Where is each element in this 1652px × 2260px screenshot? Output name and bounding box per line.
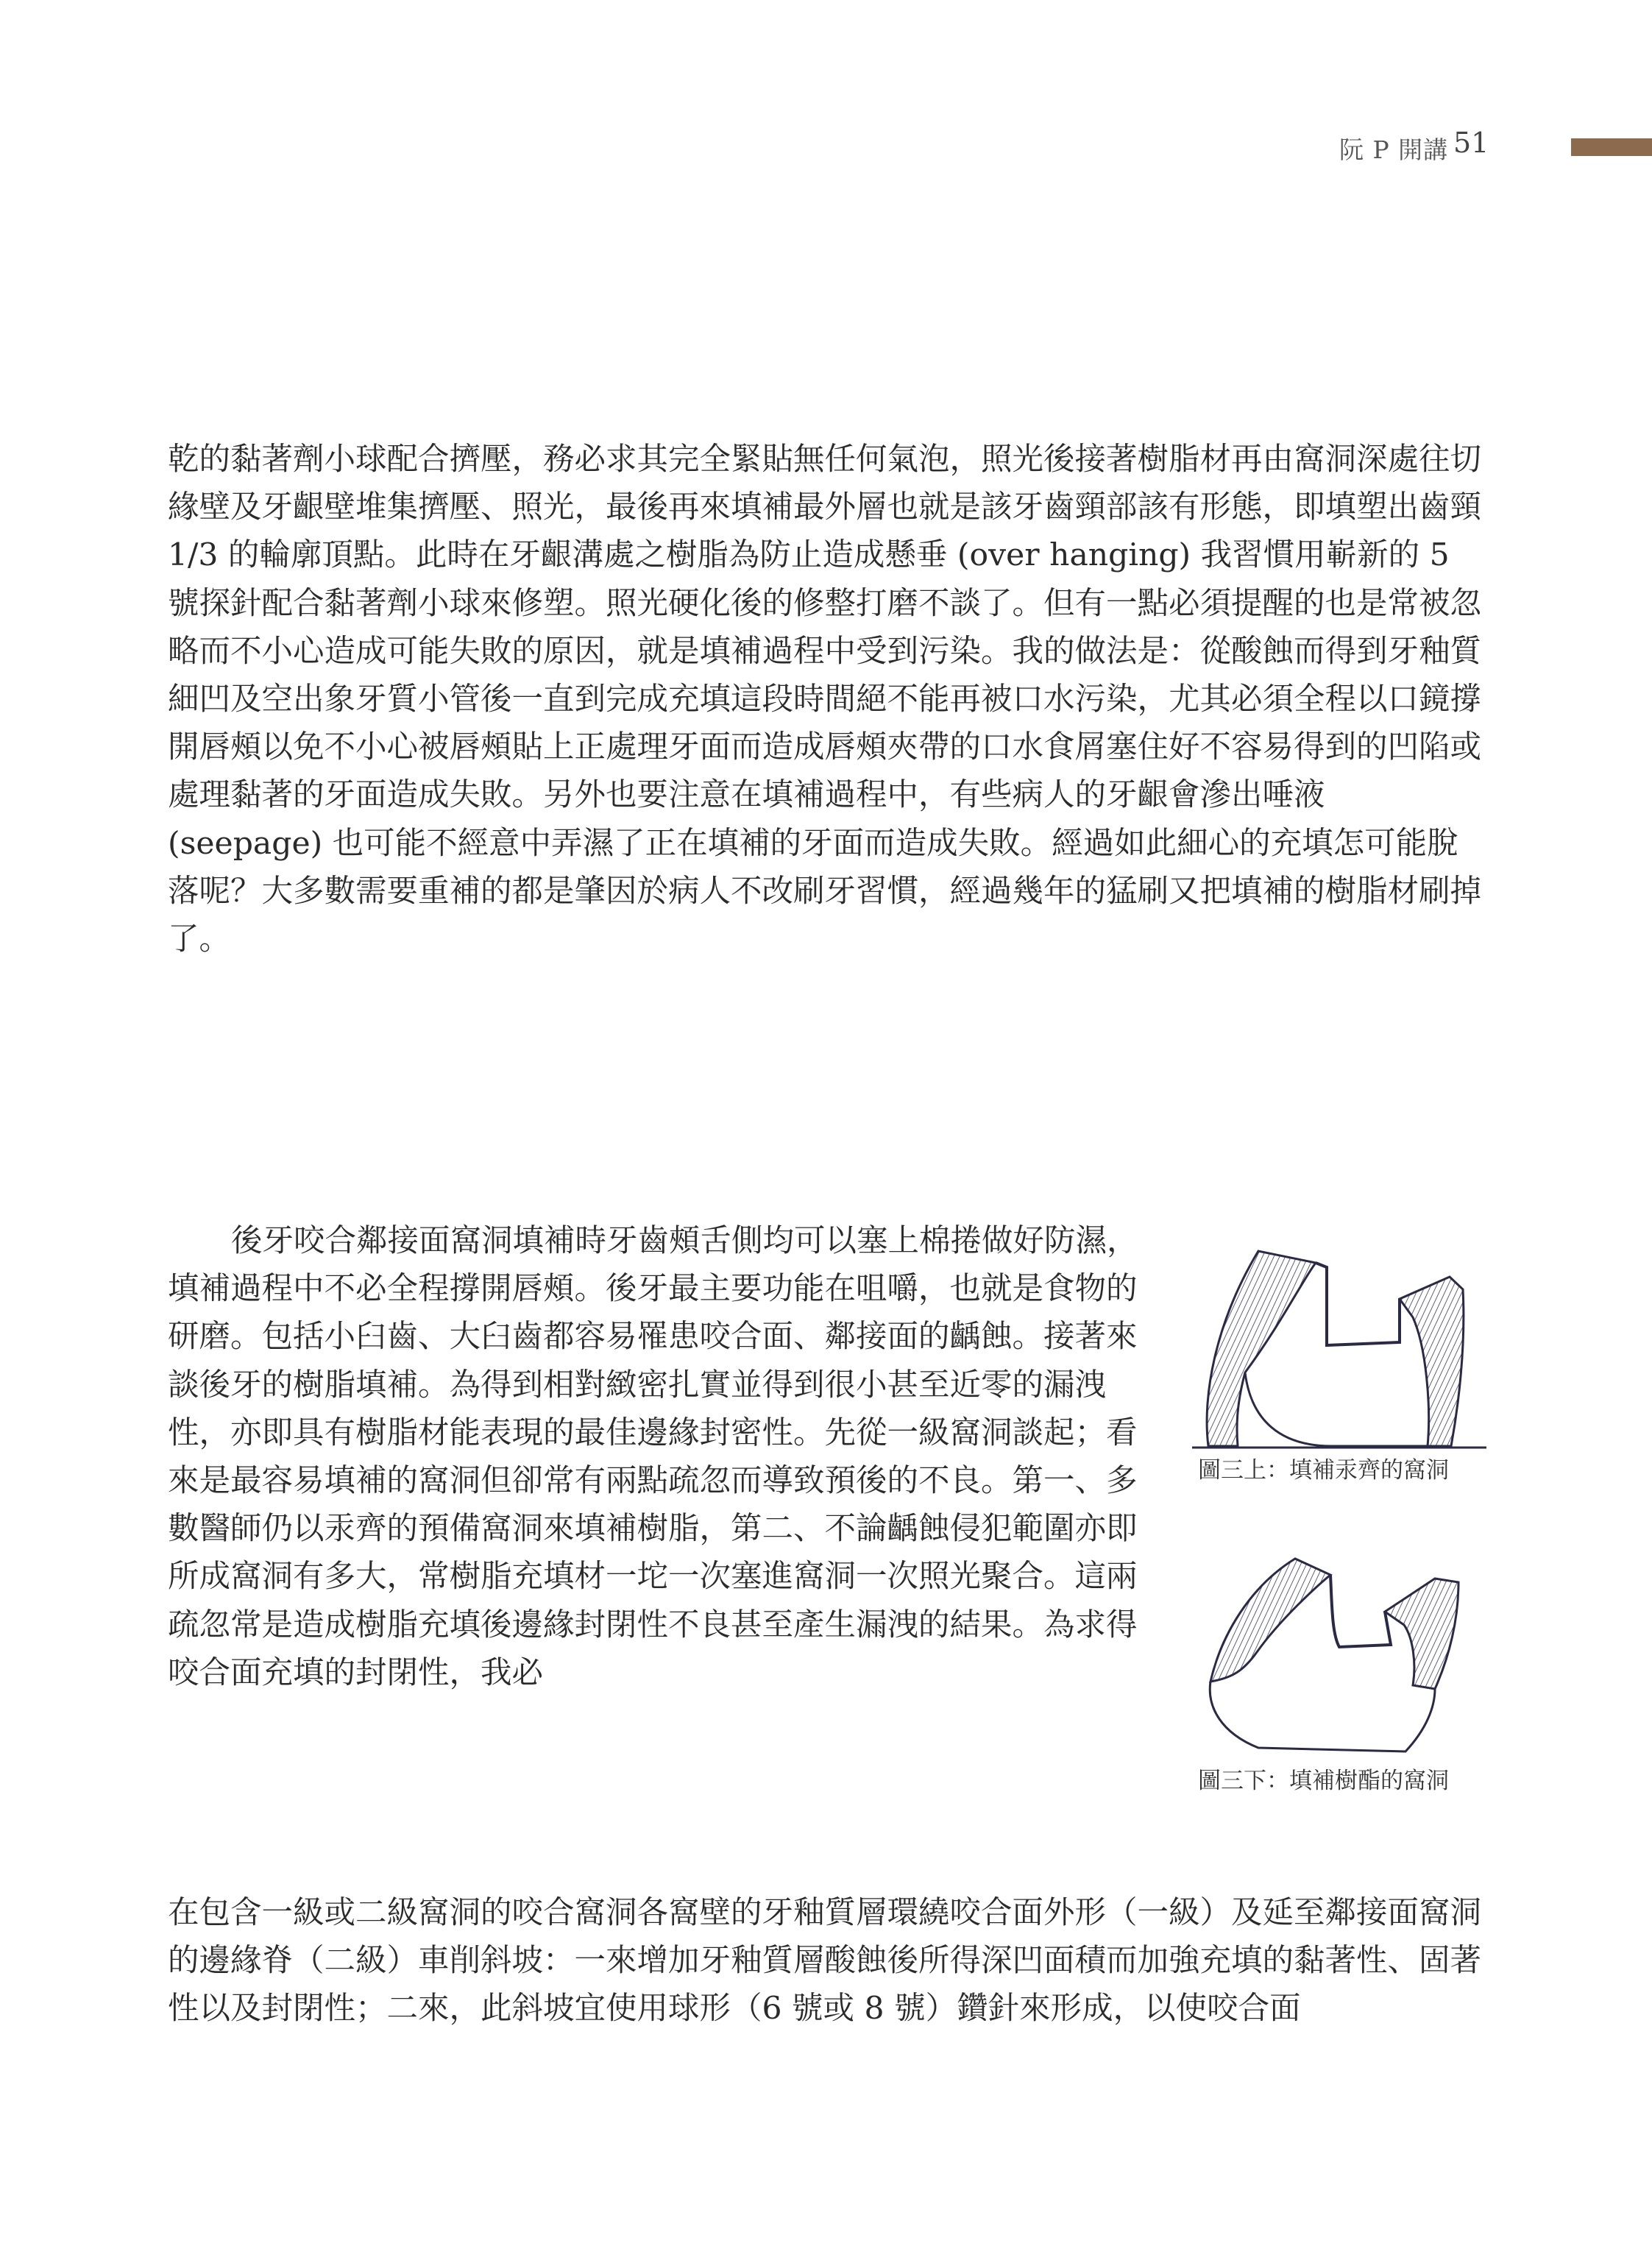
resin-cavity-drawing — [1192, 1553, 1486, 1759]
amalgam-cavity-drawing — [1192, 1236, 1486, 1457]
figure-bottom-caption: 圖三下：填補樹酯的窩洞 — [1198, 1768, 1449, 1794]
figure-top-caption: 圖三上：填補汞齊的窩洞 — [1198, 1457, 1449, 1484]
page-number: 51 — [1453, 127, 1489, 159]
header-accent-bar — [1571, 138, 1652, 156]
body-paragraph-1: 乾的黏著劑小球配合擠壓，務必求其完全緊貼無任何氣泡，照光後接著樹脂材再由窩洞深處往切緣壁及牙齦壁堆集擠壓、照光，最後再來填補最外層也就是該牙齒頸部該有形態，即填塑出齒頸 1/3 的輪廓頂點。此時在牙齦溝處之樹脂為防止造成懸垂 (over hanging) 我習慣用嶄新的 5 號探針配合黏著劑小球來修塑。照光硬化後的修整打磨不談了。但有一點必須提醒的也是常被忽略而不小心造成可能失敗的原因，就是填補過程中受到污染。我的做法是：從酸蝕而得到牙釉質細凹及空出象牙質小管後一直到完成充填這段時間絕不能再被口水污染，尤其必須全程以口鏡撐開唇頰以免不小心被唇頰貼上正處理牙面而造成唇頰夾帶的口水食屑塞住好不容易得到的凹陷或處理黏著的牙面造成失敗。另外也要注意在填補過程中，有些病人的牙齦會滲出唾液 (seepage) 也可能不經意中弄濕了正在填補的牙面而造成失敗。經過如此細心的充填怎可能脫落呢？大多數需要重補的都是肇因於病人不改刷牙習慣，經過幾年的猛刷又把填補的樹脂材刷掉了。 — [168, 442, 1482, 958]
body-paragraph-2-wrapped: 後牙咬合鄰接面窩洞填補時牙齒頰舌側均可以塞上棉捲做好防濕，填補過程中不必全程撐開唇頰。後牙最主要功能在咀嚼，也就是食物的研磨。包括小臼齒、大臼齒都容易罹患咬合面、鄰接面的齲蝕。接著來談後牙的樹脂填補。為得到相對緻密扎實並得到很小甚至近零的漏洩性，亦即具有樹脂材能表現的最佳邊緣封密性。先從一級窩洞談起；看來是最容易填補的窩洞但卻常有兩點疏忽而導致預後的不良。第一、多數醫師仍以汞齊的預備窩洞來填補樹脂，第二、不論齲蝕侵犯範圍亦即所成窩洞有多大，常樹脂充填材一坨一次塞進窩洞一次照光聚合。這兩疏忽常是造成樹脂充填後邊緣封閉性不良甚至產生漏洩的結果。為求得咬合面充填的封閉性，我必 — [168, 1223, 1138, 1691]
body-paragraph-2-full: 在包含一級或二級窩洞的咬合窩洞各窩壁的牙釉質層環繞咬合面外形（一級）及延至鄰接面窩洞的邊緣脊（二級）車削斜坡：一來增加牙釉質層酸蝕後所得深凹面積而加強充填的黏著性、固著性以及封閉性；二來，此斜坡宜使用球形（6 號或 8 號）鑽針來形成，以使咬合面 — [168, 1895, 1482, 2027]
running-title: 阮 P 開講 — [1339, 135, 1449, 164]
figure-resin-cavity — [1192, 1553, 1486, 1788]
